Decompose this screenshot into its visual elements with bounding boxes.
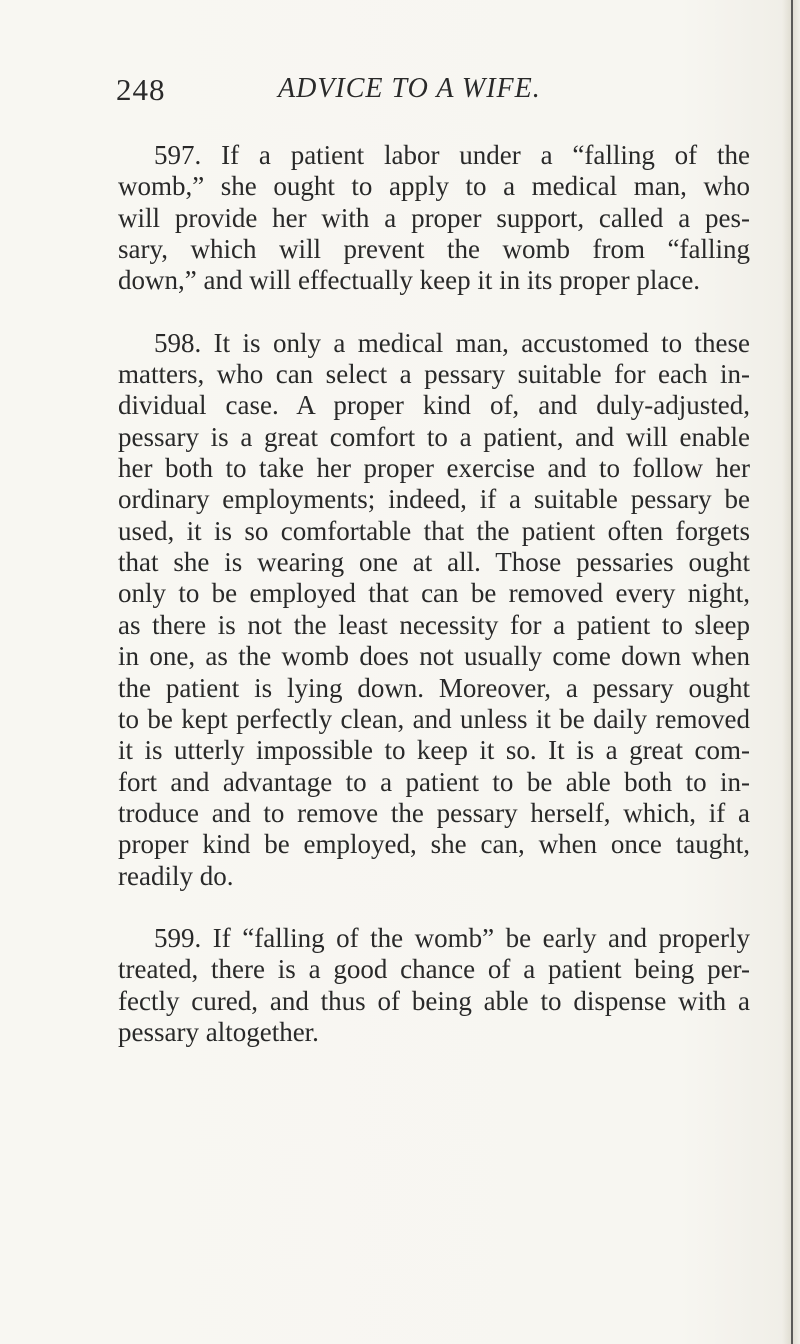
paragraph-597 (118, 140, 750, 297)
text-line: ordinary employments; indeed, if a suitable pessary be (118, 484, 750, 515)
text-line: pessary altogether. (118, 1016, 319, 1047)
text-line: sary, which will prevent the womb from “falling (118, 234, 750, 265)
text-line: to be kept perfectly clean, and unless it be daily removed (118, 703, 750, 734)
text-line: fort and advantage to a patient to be able both to in- (118, 766, 750, 797)
page-number: 248 (116, 72, 166, 107)
text-line: womb,” she ought to apply to a medical man, who (118, 171, 750, 202)
running-head (116, 72, 746, 114)
text-line: as there is not the least necessity for a patient to sleep (118, 609, 750, 640)
text-line: treated, there is a good chance of a patient being per- (118, 954, 750, 985)
text-line: will provide her with a proper support, called a pes- (118, 202, 750, 233)
paragraph-598 (118, 328, 750, 892)
text-line: her both to take her proper exercise and to follow her (118, 453, 750, 484)
page-edge-line (791, 0, 793, 1344)
paragraph-599 (118, 923, 750, 1048)
text-line: it is utterly impossible to keep it so. It is a great com- (118, 735, 750, 766)
text-line: only to be employed that can be removed every night, (118, 578, 750, 609)
text-line: 598. It is only a medical man, accustomed to these (154, 327, 750, 358)
running-title: ADVICE TO A WIFE. (278, 73, 541, 104)
body-text (118, 140, 750, 1079)
text-line: readily do. (118, 860, 234, 891)
text-line: used, it is so comfortable that the patient often forgets (118, 515, 750, 546)
text-line: the patient is lying down. Moreover, a pessary ought (118, 672, 750, 703)
text-line: matters, who can select a pessary suitable for each in- (118, 359, 750, 390)
text-line: dividual case. A proper kind of, and duly-adjusted, (118, 390, 750, 421)
text-line: pessary is a great comfort to a patient, and will enable (118, 421, 750, 452)
text-line: down,” and will effectually keep it in its proper place. (118, 265, 701, 296)
text-line: 599. If “falling of the womb” be early and properly (154, 922, 750, 953)
text-line: troduce and to remove the pessary herself, which, if a (118, 797, 750, 828)
text-line: in one, as the womb does not usually come down when (118, 641, 750, 672)
text-line: that she is wearing one at all. Those pessaries ought (118, 547, 750, 578)
text-line: proper kind be employed, she can, when once taught, (118, 829, 750, 860)
text-line: fectly cured, and thus of being able to dispense with a (118, 985, 750, 1016)
text-line: 597. If a patient labor under a “falling of the (154, 140, 750, 170)
